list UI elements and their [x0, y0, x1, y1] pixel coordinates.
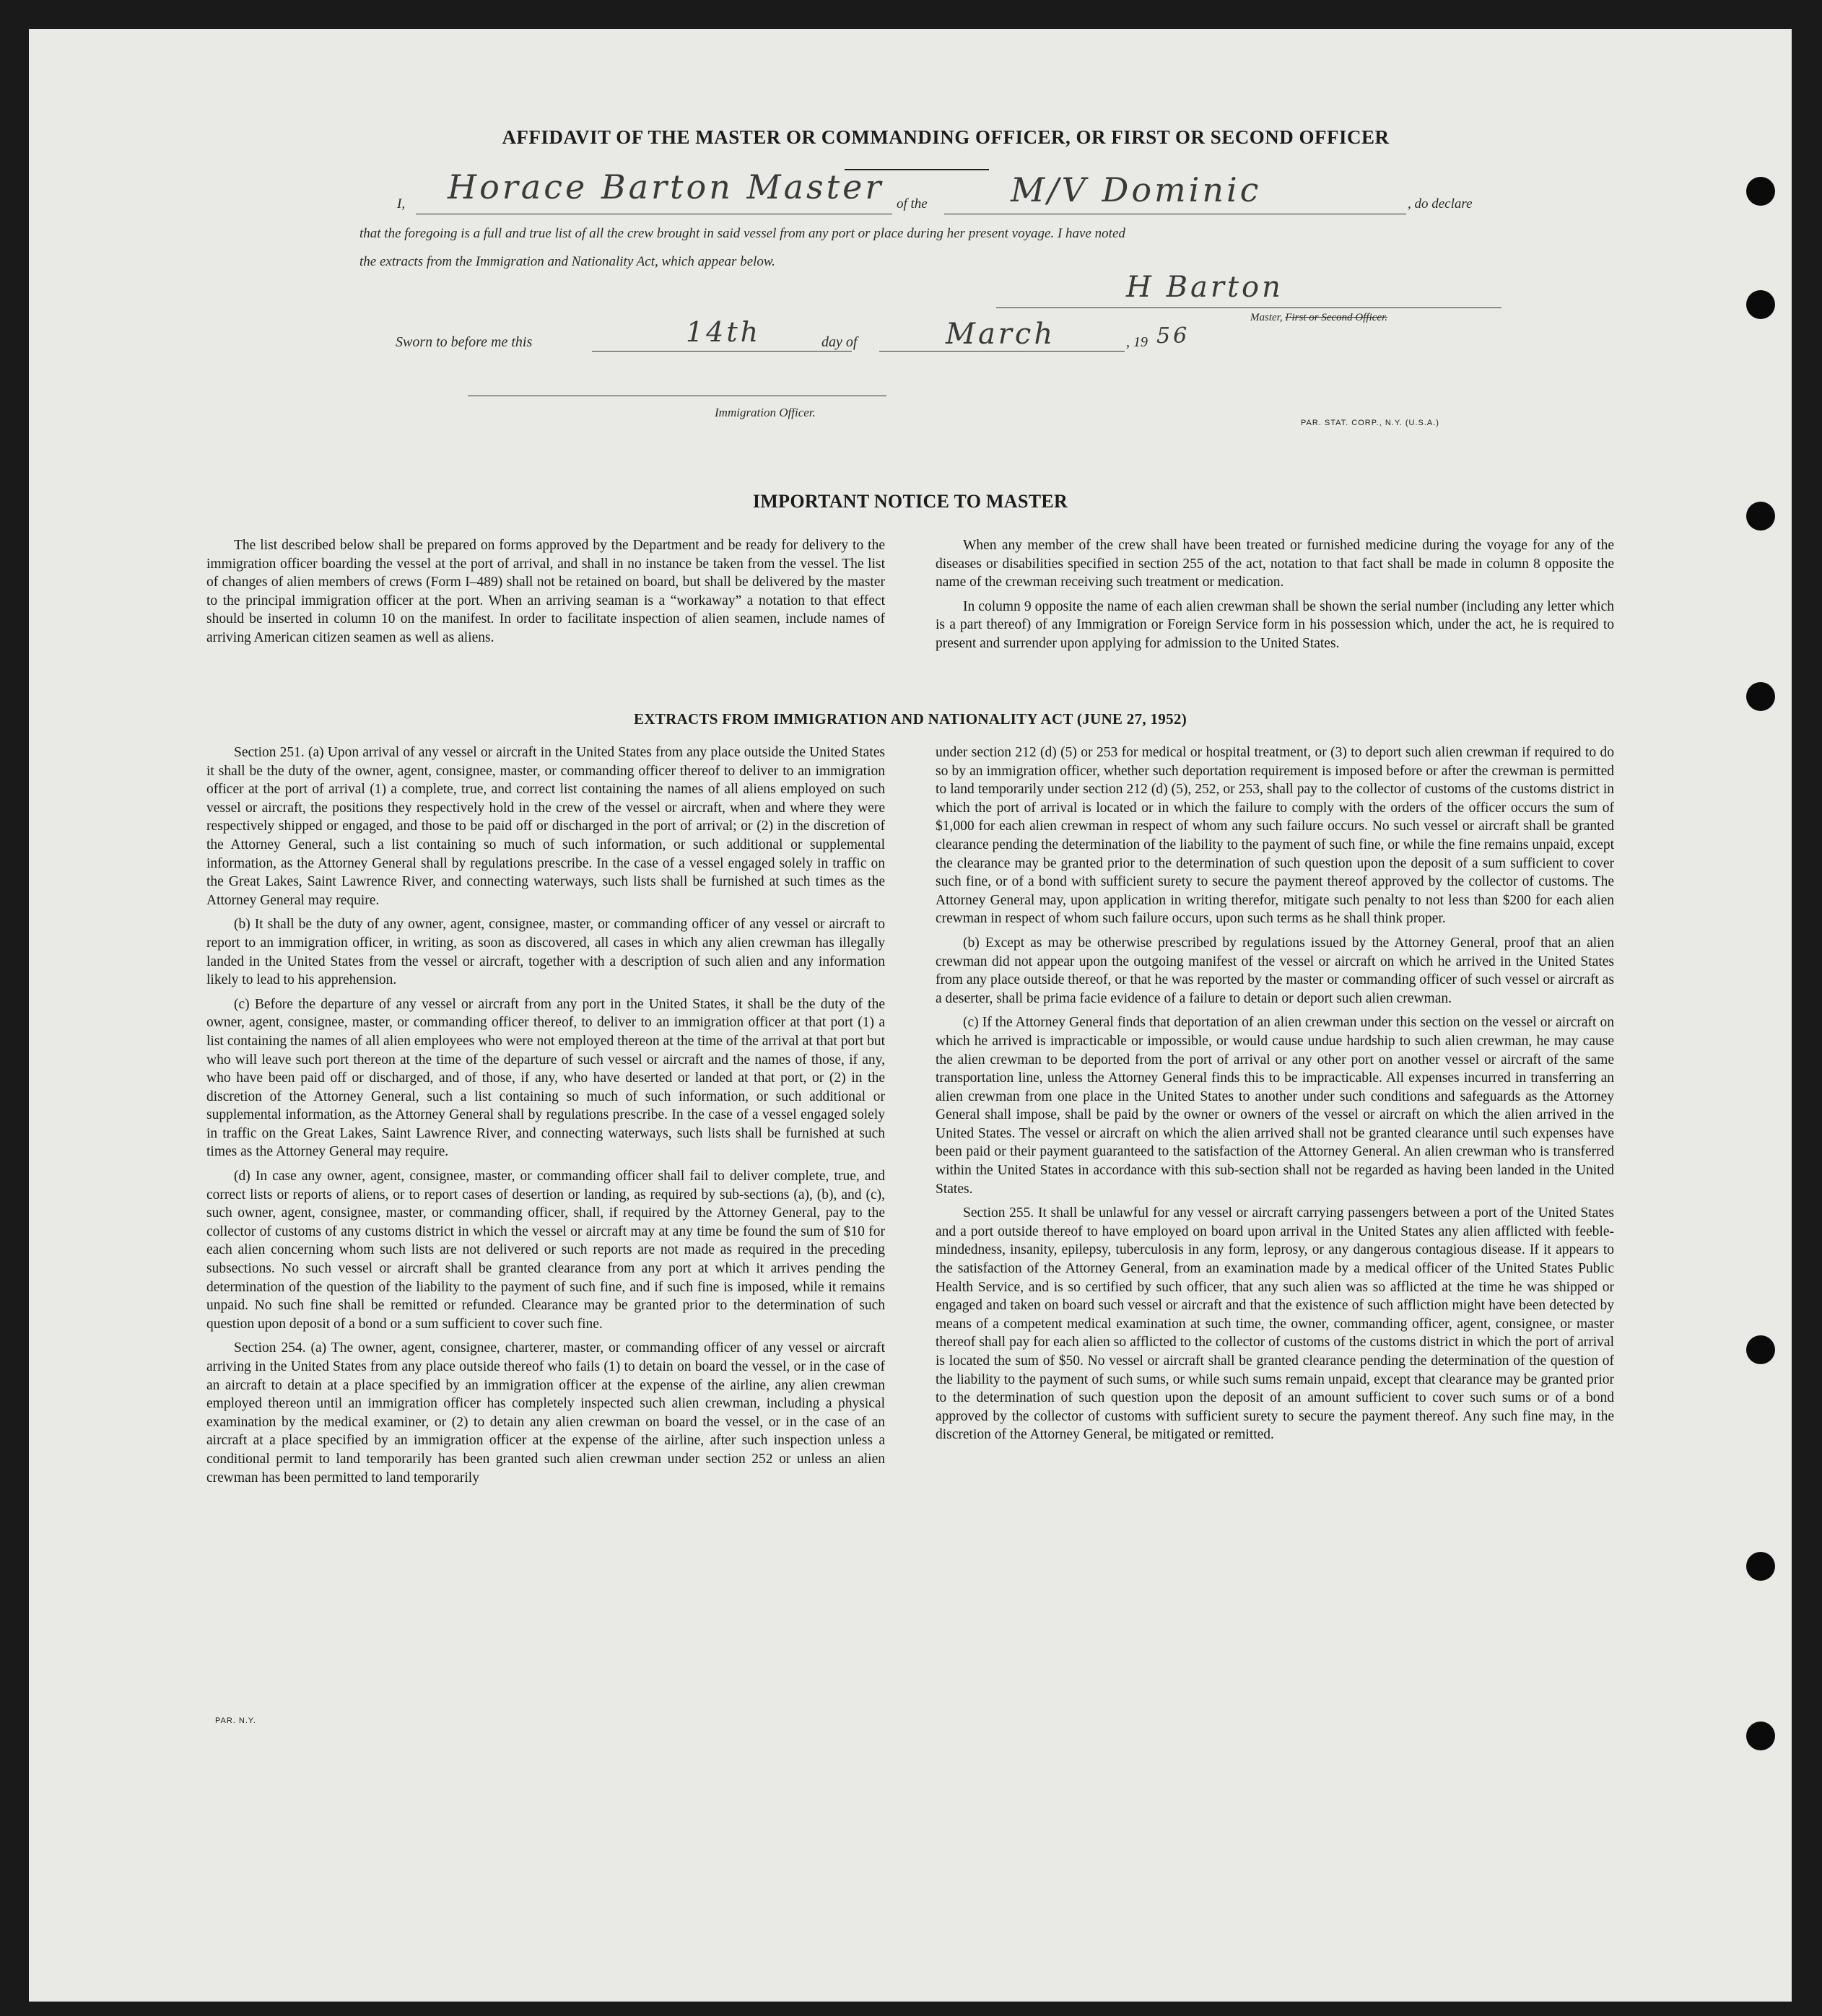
of-the-label: of the — [897, 196, 928, 211]
master-title: Master, — [1250, 312, 1283, 323]
extract-paragraph: (c) If the Attorney General finds that deportation of an alien crewman under this section on the vessel or aircraft on which he arrived is impracticable or impossible, or would cause undue hardship to such alien crewman, he may cause the alien crewman to be deported from the port of arrival or any other port on another vessel or aircraft of the same transportation line, unless the Attorney General finds this to be impracticable. All expenses incurred in transferring an alien crewman from one place in the United States to another under such conditions and safeguards as the Attorney General shall impose, shall be paid by the owner or owners of the vessel or aircraft on which the alien arrived in the United States. The vessel or aircraft on which the alien arrived shall not be granted clearance until such expenses have been paid or their payment guaranteed to the satisfaction of the Attorney General. An alien crewman who is transferred within the United States in accordance with this sub-section shall not be regarded as having been landed in the United States. — [936, 1015, 1614, 1197]
declaration-prefix: I, — [397, 196, 406, 211]
extract-paragraph: Section 254. (a) The owner, agent, consignee, charterer, master, or commanding officer of any vessel or aircraft arriving in the United States from any place outside thereof who fails (1) to detain on board the vessel, or in the case of an aircraft to detain at a place specified by an immigration officer at the expense of the airline, any alien crewman employed thereon until an immigration officer has completely inspected such alien crewman, including a physical examination by the medical examiner, or (2) to detain any alien crewman on board the vessel, or in the case of an aircraft at a place specified by an immigration officer at the expense of the airline, after such inspection unless a conditional permit to land temporarily has been granted such alien crewman under section 252 or unless an alien crewman has been permitted to land temporarily — [206, 1340, 885, 1485]
handwritten-master-name: Horace Barton Master — [448, 167, 884, 206]
handwritten-vessel-name: M/V Dominic — [1011, 170, 1262, 209]
punch-hole — [1746, 1722, 1775, 1750]
punch-hole — [1746, 1335, 1775, 1364]
handwritten-day: 14th — [686, 316, 762, 348]
notice-paragraph: The list described below shall be prepared on forms approved by the Department and be ready for delivery to the immigration officer boarding the vessel at the port of arrival, and shall in no instance be taken from the vessel. The list of changes of alien members of crews (Form I–489) shall not be retained on board, but shall be delivered by the master to the principal immigration officer at the port. When an arriving seaman is a “workaway” a notation to that effect should be inserted in column 10 on the manifest. In order to facilitate inspection of alien seamen, include names of arriving American citizen seamen as well as aliens. — [206, 538, 885, 645]
notice-paragraph: When any member of the crew shall have been treated or furnished medicine during the voyage for any of the diseases or disabilities specified in section 255 of the act, notation to that fact shall be made in column 8 opposite the name of the crewman receiving such treatment or medication. — [936, 538, 1614, 590]
immigration-officer-line — [468, 394, 886, 396]
printer-mark: PAR. STAT. CORP., N.Y. (U.S.A.) — [1301, 419, 1439, 427]
struck-officer-title: First or Second Officer. — [1285, 312, 1387, 323]
day-of-label: day of — [821, 334, 858, 350]
extract-paragraph: (b) Except as may be otherwise prescribed by regulations issued by the Attorney General, proof that an alien crewman did not appear upon the outgoing manifest of the vessel or aircraft on which he arrived in the United States from any place outside thereof, or that he was reported by the master or commanding officer of such vessel or aircraft as a deserter, shall be prima facie evidence of a failure to detain or deport such alien crewman. — [936, 935, 1614, 1006]
notice-left-column — [206, 536, 885, 653]
immigration-officer-label: Immigration Officer. — [715, 406, 816, 419]
extract-paragraph: (c) Before the departure of any vessel or aircraft from any port in the United States, it shall be the duty of the owner, agent, consignee, master, or commanding officer thereof, to deliver to an immigration officer at that port (1) a list containing the names of all alien employees who were not employed thereon at the time of the arrival at that port but who will leave such port thereon at the time of the departure of such vessel or aircraft and the names of those, if any, who have been paid off or discharged, and of those, if any, who have deserted or landed at that port, or (2) in the discretion of the Attorney General, such a list containing so much of such information, or such additional or supplemental information, as the Attorney General shall by regulations prescribe. In the case of a vessel engaged solely in traffic on the Great Lakes, Saint Lawrence River, and connecting waterways, such lists shall be furnished at such times as the Attorney General may require. — [206, 996, 885, 1160]
punch-hole — [1746, 290, 1775, 319]
notice-title: IMPORTANT NOTICE TO MASTER — [752, 491, 1068, 512]
handwritten-month: March — [946, 318, 1056, 351]
extracts-left-column — [206, 743, 885, 1493]
extract-paragraph: (d) In case any owner, agent, consignee, master, or commanding officer shall fail to deliver complete, true, and correct lists or reports of aliens, or to report cases of desertion or landing, as required by sub-sections (a), (b), and (c), such owner, agent, consignee, master, or commanding officer, shall, if required by the Attorney General, pay to the collector of customs of any customs district in which the vessel or aircraft may at any time be found the sum of $10 for each alien concerning whom such lists are not delivered or such reports are not made as required in the preceding subsections. No such vessel or aircraft shall be granted clearance from any port at which it arrives pending the determination of the question of the liability to the payment of such fine, and if such fine is imposed, while it remains unpaid. No such fine shall be remitted or refunded. Clearance may be granted prior to the determination of such question upon deposit of a bond or a sum sufficient to cover such fine. — [206, 1169, 885, 1332]
sworn-prefix: Sworn to before me this — [396, 334, 533, 350]
declaration-line-3: the extracts from the Immigration and Nationality Act, which appear below. — [359, 254, 775, 269]
signature-line — [996, 306, 1501, 308]
punch-hole — [1746, 1552, 1775, 1581]
do-declare-label: , do declare — [1408, 196, 1473, 211]
affidavit-title: AFFIDAVIT OF THE MASTER OR COMMANDING OFFICER, OR FIRST OR SECOND OFFICER — [502, 126, 1390, 148]
master-label — [1250, 312, 1387, 324]
extracts-title: EXTRACTS FROM IMMIGRATION AND NATIONALITY ACT (JUNE 27, 1952) — [634, 710, 1187, 728]
document-page — [29, 29, 1792, 2002]
year-prefix: , 19 — [1126, 334, 1148, 350]
extract-paragraph: (b) It shall be the duty of any owner, agent, consignee, master, or commanding officer of any vessel or aircraft to report to an immigration officer, in writing, as soon as discovered, all cases in which any alien crewman has illegally landed in the United States from the vessel or aircraft, together with a description of such alien and any information likely to lead to his apprehension. — [206, 917, 885, 988]
extracts-right-column — [936, 743, 1614, 1450]
punch-hole — [1746, 177, 1775, 206]
extract-paragraph: under section 212 (d) (5) or 253 for medical or hospital treatment, or (3) to deport such alien crewman if required to do so by an immigration officer, whether such deportation requirement is imposed before or after the crewman is permitted to land temporarily under section 212 (d) (5), 252, or 253, shall pay to the collector of customs of the customs district in which the port of arrival is located or in which the failure to comply with the orders of the officer occurs the sum of $1,000 for each alien crewman in respect of whom any such failure occurs. No such vessel or aircraft shall be granted clearance pending the determination of the liability to the payment of such fine, or while the fine remains unpaid, except the clearance may be granted prior to the determination of such question upon the deposit of a sum sufficient to cover such fine, or of a bond with sufficient surety to secure the payment thereof approved by the collector of customs. The Attorney General may, upon application in writing therefor, mitigate such penalty to not less than $200 for each alien crewman in respect of whom such failure occurs, upon such terms as he shall think proper. — [936, 745, 1614, 927]
extract-paragraph: Section 255. It shall be unlawful for any vessel or aircraft carrying passengers between a port of the United States and a port outside thereof to have employed on board upon arrival in the United States any alien afflicted with feeble-mindedness, insanity, epilepsy, tuberculosis in any form, leprosy, or any dangerous contagious disease. If it appears to the satisfaction of the Attorney General, from an examination made by a medical officer of the United States Public Health Service, and is so certified by such officer, that any such alien was so afflicted at the time he was shipped or engaged and taken on board such vessel or aircraft and that the existence of such affliction might have been detected by means of a competent medical examination at such time, the owner, commanding officer, agent, consignee, or master thereof shall pay for each alien so afflicted to the collector of customs of the customs district in which the port of arrival is located the sum of $50. No vessel or aircraft shall be granted clearance pending the determination of the question of the liability to the payment of such sums, or while such sums remain unpaid, except that clearance may be granted prior to the determination of such question upon the deposit of an amount sufficient to cover such sums or of a bond approved by the collector of customs with sufficient surety to secure the payment thereof. Any such fine may, in the discretion of the Attorney General, be mitigated or remitted. — [936, 1205, 1614, 1443]
declaration-line-2: that the foregoing is a full and true list of all the crew brought in said vessel from any port or place during her present voyage. I have noted — [359, 226, 1125, 241]
extract-paragraph: Section 251. (a) Upon arrival of any vessel or aircraft in the United States from any place outside the United States it shall be the duty of the owner, agent, consignee, master, or commanding officer thereof to deliver to an immigration officer at the port of arrival (1) a complete, true, and correct list containing the names of all aliens employed on such vessel or aircraft, the positions they respectively hold in the crew of the vessel or aircraft, when and where they were respectively shipped or engaged, and those to be paid off or discharged in the port of arrival; or (2) in the discretion of the Attorney General, such a list containing so much of such information, or such additional or supplemental information, as the Attorney General shall by regulations prescribe. In the case of a vessel engaged solely in traffic on the Great Lakes, Saint Lawrence River, and connecting waterways, such lists shall be furnished at such times as the Attorney General may require. — [206, 745, 885, 908]
notice-right-column — [936, 536, 1614, 659]
punch-hole — [1746, 682, 1775, 711]
master-signature: H Barton — [1126, 271, 1283, 304]
footer-printer-mark: PAR. N.Y. — [215, 1716, 256, 1725]
notice-paragraph: In column 9 opposite the name of each alien crewman shall be shown the serial number (including any letter which is a part thereof) of any Immigration or Foreign Service form in his possession which, under the act, he is required to present and surrender upon applying for admission to the United States. — [936, 598, 1614, 651]
handwritten-year: 56 — [1156, 323, 1190, 349]
